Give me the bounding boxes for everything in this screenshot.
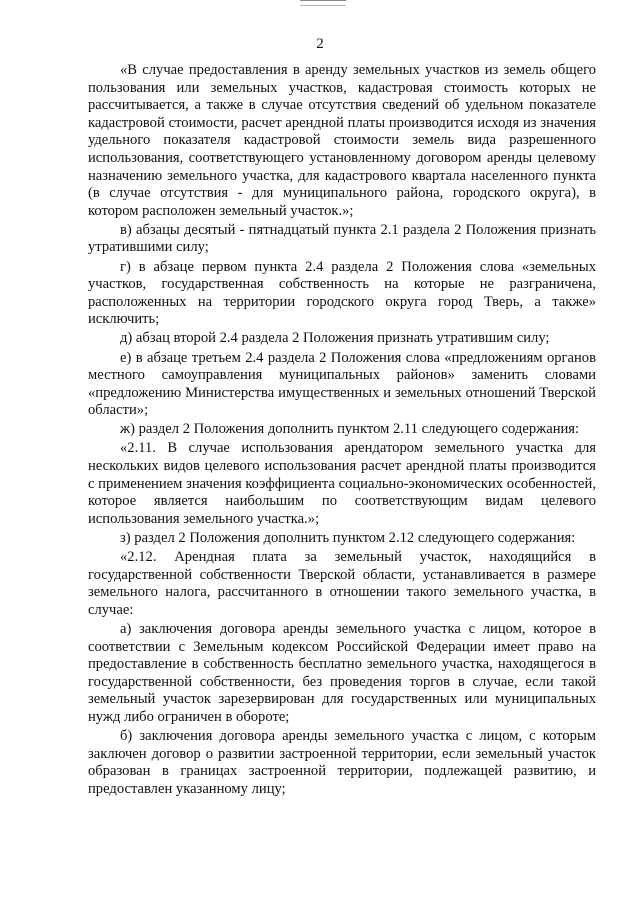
paragraph-item-zh: ж) раздел 2 Положения дополнить пунктом 2.11 следующего содержания: — [120, 421, 580, 438]
paragraph-item-g: г) в абзаце первом пункта 2.4 раздела 2 Положения слова «земельных участков, государственная собственность на которые не разграничена, расположенных на территории городского округа город Тверь, а также» исключить; — [88, 258, 596, 328]
paragraph-subitem-a: а) заключения договора аренды земельного участка с лицом, которое в соответствии с Земельным кодексом Российской Федерации имеет право на предоставление в собственность бесплатно земельного участка, находящегося в государственной собственности, без проведения торгов в случае, если такой земельный участок зарезервирован для государственных или муниципальных нужд либо ограничен в обороте; — [88, 620, 596, 725]
paragraph-clause-2-12: «2.12. Арендная плата за земельный участок, находящийся в государственной собственности Тверской области, устанавливается в размере земельного налога, рассчитанного в отношении такого земельного участка, в случае: — [88, 549, 596, 618]
paragraph-item-v: в) абзацы десятый - пятнадцатый пункта 2.1 раздела 2 Положения признать утратившими силу; — [88, 221, 596, 256]
page-number: 2 — [316, 36, 324, 52]
paragraph-subitem-b: б) заключения договора аренды земельного участка с лицом, с которым заключен договор о развитии застроенной территории, если земельный участок образован в границах застроенной территории, подлежащей развитию, и предоставлен указанному лицу; — [88, 727, 596, 797]
paragraph-item-d: д) абзац второй 2.4 раздела 2 Положения признать утратившим силу; — [120, 330, 550, 347]
paragraph-item-z: з) раздел 2 Положения дополнить пунктом 2.12 следующего содержания: — [120, 529, 576, 546]
paragraph-clause-2-11: «2.11. В случае использования арендатором земельного участка для нескольких видов целевого использования расчет арендной платы производится с применением значения коэффициента социально-экономических особенностей, которое является наибольшим по соответствующим видам целевого использования земельного участка.»; — [88, 440, 596, 527]
paragraph-cadastral-value-clause: «В случае предоставления в аренду земельных участков из земель общего пользования или земельных участков, кадастровая стоимость которых не рассчитывается, а также в случае отсутствия сведений об удельном показателе кадастровой стоимости, расчет арендной платы производится исходя из значения удельного показателя кадастровой стоимости земель вида разрешенного использования, соответствующего установленному договором аренды целевому назначению земельного участка, для кадастрового квартала населенного пункта (в случае отсутствия - для муниципального района, городского округа), в котором расположен земельный участок.»; — [88, 62, 596, 219]
document-body — [88, 62, 596, 800]
paragraph-item-e: е) в абзаце третьем 2.4 раздела 2 Положения слова «предложениям органов местного самоуправления муниципальных районов» заменить словами «предложению Министерства имущественных и земельных отношений Тверской области»; — [88, 349, 596, 419]
top-edge-mark — [300, 0, 346, 6]
